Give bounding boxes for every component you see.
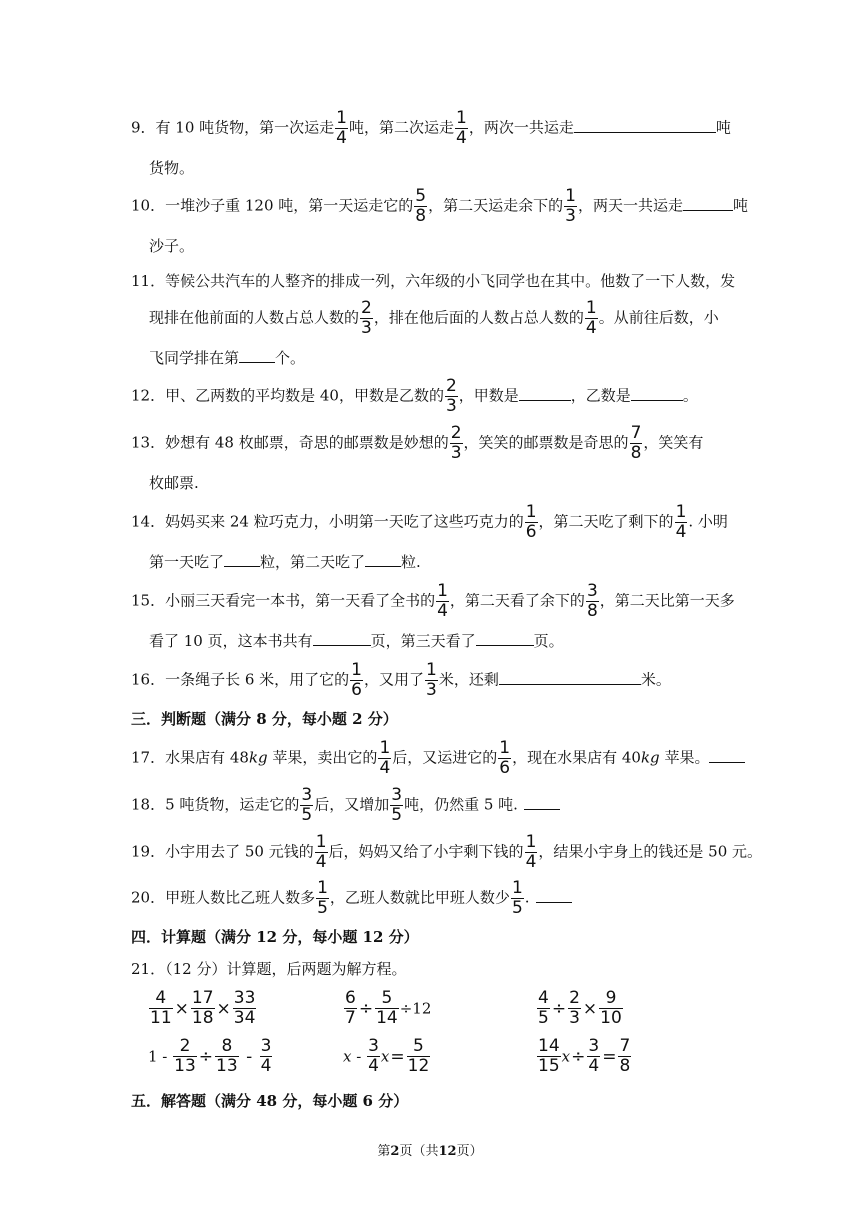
question-13-cont: 枚邮票. [149,474,199,492]
calc-expr-2: $\frac{6}{7}$ ÷ $\frac{5}{14}$ ÷12 [345,988,432,1028]
answer-blank[interactable] [709,748,745,763]
question-15-cont: 看了 10 页，这本书共有 页，第三天看了 页。 [149,632,564,650]
answer-blank[interactable] [499,670,641,685]
fraction: $\frac{1}{6}$ [499,738,511,778]
question-12: 12．甲、乙两数的平均数是 40，甲数是乙数的 $\frac{2}{3}$ ，甲数是 ，乙数是 。 [131,376,698,416]
fraction: $\frac{1}{4}$ [437,581,448,621]
calc-expr-3: $\frac{4}{5}$ ÷ $\frac{2}{3}$ × $\frac{9}{10}$ [538,988,622,1028]
fraction: $\frac{5}{8}$ [415,186,427,226]
fraction: $\frac{3}{5}$ [391,785,403,825]
fraction: $\frac{1}{4}$ [525,832,537,872]
fraction: $\frac{3}{5}$ [301,785,313,825]
question-10-cont: 沙子。 [149,237,195,255]
question-11: 11．等候公共汽车的人整齐的排成一列，六年级的小飞同学也在其中。他数了一下人数，发 [131,272,736,290]
section-heading-3: 三．判断题（满分 8 分，每小题 2 分） [131,710,398,728]
question-9: 9．有 10 吨货物，第一次运走 $\frac{1}{4}$ 吨，第二次运走 $\frac{1}{4}$ ，两次一共运走 吨 [131,108,731,148]
calc-expr-4: 1 - $\frac{2}{13}$ ÷ $\frac{8}{13}$ - $\frac{3}{4}$ [148,1036,272,1076]
answer-blank[interactable] [224,552,260,567]
answer-blank[interactable] [313,631,371,646]
question-11-cont: 现排在他前面的人数占总人数的 $\frac{2}{3}$ ，排在他后面的人数占总人数的 $\frac{1}{4}$ 。从前往后数，小 [149,298,719,338]
fraction: $\frac{1}{6}$ [525,502,537,542]
section-heading-5: 五．解答题（满分 48 分，每小题 6 分） [131,1092,409,1110]
question-15: 15．小丽三天看完一本书，第一天看了全书的 $\frac{1}{4}$ ，第二天看了余下的 $\frac{3}{8}$ ，第二天比第一天多 [131,581,735,621]
fraction: $\frac{1}{3}$ [565,186,576,226]
question-17: 17．水果店有 48kg 苹果，卖出它的 $\frac{1}{4}$ 后，又运进它的 $\frac{1}{6}$ ，现在水果店有 40kg 苹果。 [131,740,736,777]
question-14-cont: 第一天吃了 粒，第二天吃了 粒. [149,553,421,571]
question-10: 10．一堆沙子重 120 吨，第一天运走它的 $\frac{5}{8}$ ，第二天运走余下的 $\frac{1}{3}$ ，两天一共运走 吨 [131,186,748,226]
answer-blank[interactable] [631,386,683,401]
fraction: $\frac{3}{8}$ [586,581,598,621]
question-13: 13．妙想有 48 枚邮票，奇思的邮票数是妙想的 $\frac{2}{3}$ ，笑笑的邮票数是奇思的 $\frac{7}{8}$ ，笑笑有 [131,423,704,463]
fraction: $\frac{1}{4}$ [675,502,687,542]
question-14: 14．妈妈买来 24 粒巧克力，小明第一天吃了这些巧克力的 $\frac{1}{6}$ ，第二天吃了剩下的 $\frac{1}{4}$ . 小明 [131,502,728,542]
answer-blank[interactable] [536,888,572,903]
equation-1: x - $\frac{3}{4}$ x= $\frac{5}{12}$ [343,1036,430,1076]
question-19: 19．小宇用去了 50 元钱的 $\frac{1}{4}$ 后，妈妈又给了小宇剩下钱的 $\frac{1}{4}$ ，结果小宇身上的钱还是 50 元。 [131,832,763,872]
fraction: $\frac{1}{4}$ [379,738,391,778]
calc-expr-1: $\frac{4}{11}$ × $\frac{17}{18}$ × $\frac{33}{34}$ [150,988,256,1028]
answer-blank[interactable] [519,386,571,401]
fraction: $\frac{2}{3}$ [450,423,462,463]
fraction: $\frac{1}{6}$ [351,660,362,700]
fraction: $\frac{2}{3}$ [361,298,372,338]
answer-blank[interactable] [574,118,716,133]
equation-2: $\frac{14}{15}$ x÷ $\frac{3}{4}$ = $\frac{7}{8}$ [538,1036,631,1076]
fraction: $\frac{1}{4}$ [456,108,467,148]
page-footer: 第2页（共12页） [377,1144,483,1159]
question-18: 18．5 吨货物，运走它的 $\frac{3}{5}$ 后，又增加 $\frac{3}{5}$ 吨，仍然重 5 吨. [131,787,736,824]
answer-blank[interactable] [524,795,560,810]
answer-blank[interactable] [476,631,534,646]
answer-blank[interactable] [683,196,733,211]
answer-blank[interactable] [239,348,275,363]
fraction: $\frac{1}{3}$ [426,660,437,700]
fraction: $\frac{1}{4}$ [315,832,327,872]
fraction: $\frac{1}{5}$ [317,878,328,918]
fraction: $\frac{2}{3}$ [445,376,457,416]
question-21: 21．（12 分）计算题，后两题为解方程。 [131,960,407,978]
fraction: $\frac{7}{8}$ [630,423,642,463]
answer-blank[interactable] [365,552,401,567]
fraction: $\frac{1}{4}$ [585,298,597,338]
section-heading-4: 四．计算题（满分 12 分，每小题 12 分） [131,928,419,946]
question-11-cont2: 飞同学排在第 个。 [149,349,306,367]
question-20: 20．甲班人数比乙班人数多 $\frac{1}{5}$ ，乙班人数就比甲班人数少 $\frac{1}{5}$ . [131,880,736,917]
question-9-cont: 货物。 [149,159,195,177]
fraction: $\frac{1}{4}$ [336,108,347,148]
fraction: $\frac{1}{5}$ [511,878,523,918]
question-16: 16．一条绳子长 6 米，用了它的 $\frac{1}{6}$ ，又用了 $\frac{1}{3}$ 米，还剩 米。 [131,660,671,700]
